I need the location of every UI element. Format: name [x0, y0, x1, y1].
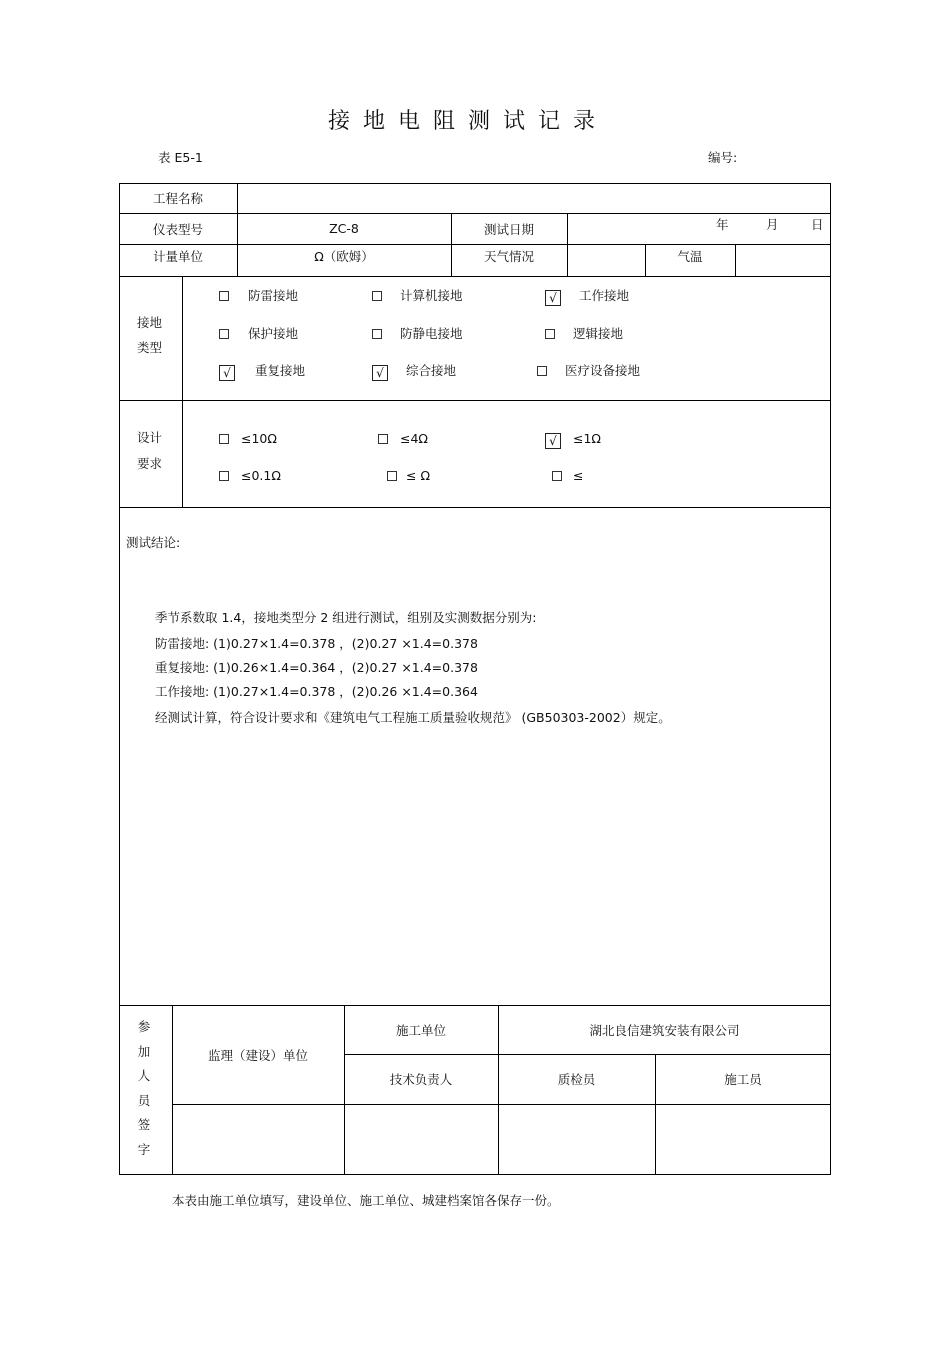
option-label: ≤4Ω	[400, 431, 428, 446]
checkbox[interactable]	[372, 291, 382, 301]
date-month-label: 月	[766, 217, 779, 232]
checkbox[interactable]	[537, 366, 547, 376]
checkbox[interactable]	[219, 291, 229, 301]
row-divider	[119, 507, 831, 508]
checked-checkbox[interactable]: √	[545, 433, 561, 449]
weather-field[interactable]	[567, 244, 645, 276]
weather-label: 天气情况	[483, 249, 534, 264]
option-label: ≤ Ω	[406, 468, 430, 483]
grounding-type-label: 类型	[137, 340, 163, 355]
footer-note: 本表由施工单位填写，建设单位、施工单位、城建档案馆各保存一份。	[172, 1193, 560, 1208]
tech-lead-label: 技术负责人	[389, 1072, 453, 1087]
option-label: ≤	[573, 468, 584, 483]
checkbox[interactable]	[219, 329, 229, 339]
instrument-model-value[interactable]: ZC-8	[329, 221, 359, 236]
option-label: 综合接地	[406, 363, 457, 378]
test-date-label: 测试日期	[483, 221, 534, 237]
checked-checkbox[interactable]: √	[372, 365, 388, 381]
option-label: 逻辑接地	[573, 326, 624, 341]
worker-signature-field[interactable]	[655, 1104, 831, 1174]
contractor-name: 湖北良信建筑安装有限公司	[589, 1022, 740, 1038]
row-divider	[119, 276, 831, 277]
design-requirement-label: 要求	[137, 456, 163, 471]
checked-checkbox[interactable]: √	[545, 290, 561, 306]
option-label: 工作接地	[579, 288, 630, 303]
option-label: 计算机接地	[400, 288, 463, 303]
date-day-label: 日	[811, 217, 824, 232]
measure-unit-value[interactable]: Ω（欧姆）	[314, 249, 374, 264]
checkbox[interactable]	[378, 434, 388, 444]
signature-side-label: 参 加 人 员 签 字	[137, 1019, 151, 1157]
col-divider	[182, 276, 183, 507]
design-requirement-label: 设计	[137, 430, 163, 445]
conclusion-line: 防雷接地: (1)0.27×1.4=0.378 ，(2)0.27 ×1.4=0.378	[155, 636, 478, 651]
inspector-label: 质检员	[557, 1072, 596, 1087]
checkbox[interactable]	[219, 471, 229, 481]
form-code: 表 E5-1	[158, 150, 203, 165]
option-label: ≤0.1Ω	[241, 468, 281, 483]
checkbox[interactable]	[387, 471, 397, 481]
page-title: 接地电阻测试记录	[328, 109, 609, 134]
checkbox[interactable]	[545, 329, 555, 339]
option-label: 防雷接地	[248, 288, 299, 303]
supervisor-signature-field[interactable]	[172, 1104, 344, 1174]
option-label: 保护接地	[248, 326, 299, 341]
tech-lead-signature-field[interactable]	[344, 1104, 498, 1174]
measure-unit-label: 计量单位	[152, 249, 203, 264]
project-name-field[interactable]	[237, 183, 831, 213]
inspector-signature-field[interactable]	[498, 1104, 655, 1174]
worker-label: 施工员	[724, 1072, 762, 1087]
supervisor-unit-label: 监理（建设）单位	[207, 1047, 308, 1063]
conclusion-line: 经测试计算，符合设计要求和《建筑电气工程施工质量验收规范》 (GB50303-2002）规定。	[155, 710, 671, 725]
project-name-label: 工程名称	[152, 191, 203, 206]
checkbox[interactable]	[372, 329, 382, 339]
checkbox[interactable]	[219, 434, 229, 444]
date-year-label: 年	[716, 217, 729, 232]
conclusion-line: 季节系数取 1.4，接地类型分 2 组进行测试，组别及实测数据分别为:	[155, 610, 537, 625]
option-label: 防静电接地	[400, 326, 463, 341]
option-label: 医疗设备接地	[565, 363, 641, 378]
checkbox[interactable]	[552, 471, 562, 481]
option-label: ≤1Ω	[573, 431, 601, 446]
conclusion-line: 重复接地: (1)0.26×1.4=0.364 ，(2)0.27 ×1.4=0.378	[155, 660, 478, 675]
option-label: 重复接地	[255, 363, 306, 378]
checked-checkbox[interactable]: √	[219, 365, 235, 381]
option-label: ≤10Ω	[241, 431, 277, 446]
conclusion-line: 工作接地: (1)0.27×1.4=0.378 ，(2)0.26 ×1.4=0.364	[155, 684, 478, 699]
instrument-model-label: 仪表型号	[152, 221, 203, 237]
temperature-field[interactable]	[735, 244, 831, 276]
temperature-label: 气温	[677, 249, 703, 264]
serial-number-label: 编号:	[708, 150, 738, 165]
grounding-type-label: 接地	[137, 315, 163, 330]
conclusion-label: 测试结论:	[126, 535, 181, 550]
row-divider	[119, 400, 831, 401]
contractor-label: 施工单位	[395, 1022, 446, 1038]
